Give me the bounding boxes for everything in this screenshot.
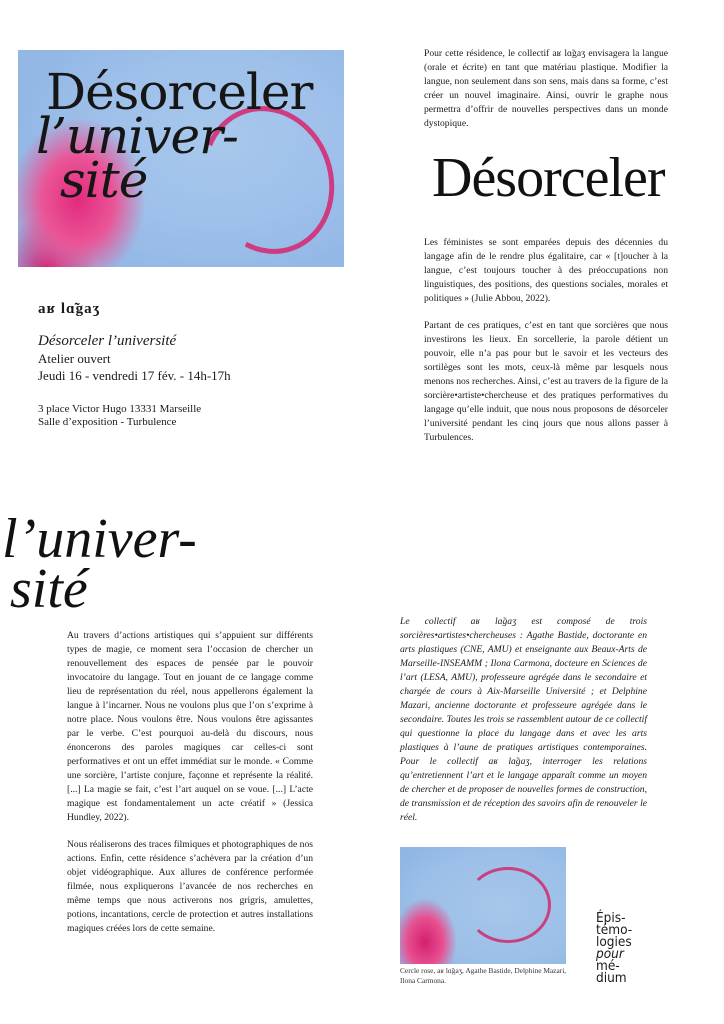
paragraph: Le collectif aʁ lɑ̃gaʒ est composé de trois sorcières•artistes•chercheuses : Agathe Bastide, doctorante en arts plastiques (CNE, AMU) et enseignante aux Beaux-Arts de Marseille-INSEAMM ; Ilona Carmona, docteure en Sciences de l’art (LESA, AMU), professeure agrégée dans le secondaire et chargée de cours à Aix-Marseille Université ; et Delphine Mazari, ancienne doctorante et professeure agrégée dans le secondaire. Toutes les trois se rassemblent autour de ce collectif qui questionne la place du langage dans et avec les arts plastiques à l’aune de pratiques artistiques contemporaines. Pour le collectif aʁ lɑ̃gaʒ, interroger les relations qu’entretiennent l’art et le langage apparaît comme un moyen de chercher et de proposer de nouvelles formes de construction, de transmission et de réception des savoirs afin de renouveler le réel. — [400, 616, 647, 823]
photo-caption: Cercle rose, aʁ lɑ̃gaʒ, Agathe Bastide, Delphine Mazari, Ilona Carmona. — [400, 966, 567, 985]
actions-column — [67, 629, 313, 949]
big-title-universite — [2, 508, 197, 620]
logo-line: dium — [596, 970, 627, 986]
hero-title-line: l’univer- — [36, 107, 238, 165]
address-line: Salle d’exposition - Turbulence — [38, 416, 177, 428]
address-line: 3 place Victor Hugo 13331 Marseille — [38, 403, 202, 415]
hero-title-line: Désorceler — [46, 63, 313, 121]
hero-photo — [18, 50, 344, 267]
logo-line: logies — [596, 934, 632, 950]
logo-line: Épis- — [596, 910, 626, 926]
intro-paragraph — [424, 47, 668, 144]
event-title: Désorceler l’université — [38, 333, 177, 349]
event-type: Atelier ouvert — [38, 351, 111, 366]
event-dates: Jeudi 16 - vendredi 17 fév. - 14h-17h — [38, 368, 231, 383]
paragraph: Pour cette résidence, le collectif aʁ lɑ̃gaʒ envisagera la langue (orale et écrite) en tant que matériau plastique. Modifier la langue, non seulement dans son sens, mais dans sa forme, c’est créer un nouvel imaginaire. Ainsi, ouvrir le graphe nous permettra d’offrir de nouvelles perspectives dans un monde dystopique. — [424, 48, 668, 129]
logo-line: témo- — [596, 922, 633, 938]
paragraph: Au travers d’actions artistiques qui s’appuient sur différents types de magie, ce moment sera l’occasion de chercher un renouvellement des espaces de pensée par le pouvoir invocatoire du langage. Tout en jouant de ce langage comme lieu de représentation du réel, nous appellerons également la langue à l’incarner. Nous ne voulons plus que l’on s’exprime à notre place. Nous voulons être. Nous voulons être agissantes par le verbe. C’est pourquoi au-delà du discours, nous énoncerons des paroles magiques car celles-ci sont performatives et ont un effet immédiat sur le monde. « Comme une sorcière, l’artiste conjure, façonne et représente la réalité. [...] La magie se fait, c’est l’art auquel on se voue. [...] L’acte magique est fondamentalement un acte créatif » (Jessica Hundley, 2022). — [67, 630, 313, 823]
collective-name: aʁ lɑ̃gaʒ — [38, 301, 101, 317]
paragraph: Les féministes se sont emparées depuis des décennies du langage afin de le rendre plus égalitaire, car « [t]oucher à la langue, c’est toujours toucher à des préoccupations non linguistiques, des positions, des questions sociales, morales et politiques » (Julie Abbou, 2022). — [424, 237, 668, 304]
logo-line: mé- — [596, 958, 620, 974]
big-title-line: sité — [10, 558, 88, 620]
photo-cercle-rose — [400, 847, 566, 964]
paragraph: Nous réaliserons des traces filmiques et photographiques de nos actions. Enfin, cette résidence s’achèvera par la création d’un objet vidéographique. Aux allures de conférence performée filmée, nous expliquerons l’avancée de nos recherches en même temps que nous activerons nos grigris, amulettes, potions, incantations, cercle de protection et autres installations magiques créées lors de cette semaine. — [67, 839, 313, 934]
hero-title — [36, 63, 313, 209]
logo-line: pour — [596, 946, 624, 962]
big-title-line: l’univer- — [2, 508, 197, 570]
paragraph: Partant de ces pratiques, c’est en tant que sorcières que nous investirons les lieux. En sorcellerie, la parole détient un pouvoir, elle n’a pas pour but le savoir et les vecteurs des sortilèges sont les mots, ceux-là même par lesquels nous menons nos recherches. Ainsi, c’est au travers de la figure de la sorcière•artiste•chercheuse et des pratiques performatives du langage qu’elle induit, que nous nous proposons de désorceler l’université pendant les cinq jours que nous allons passer à Turbulences. — [424, 320, 668, 443]
hero-title-line: sité — [60, 151, 148, 209]
feminism-column — [424, 236, 668, 458]
big-title-desorceler: Désorceler — [432, 147, 665, 209]
epistemologies-pour-medium-logo — [596, 912, 656, 984]
collective-column — [400, 615, 647, 838]
event-address — [38, 403, 201, 429]
pink-circle-shape — [465, 867, 551, 943]
